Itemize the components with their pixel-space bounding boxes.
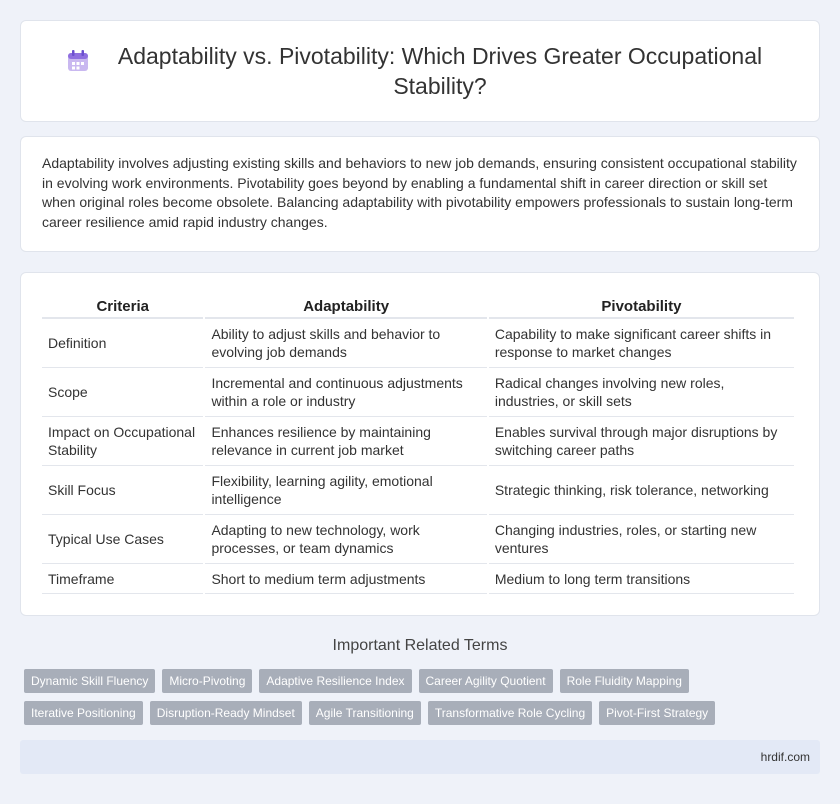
table-cell: Flexibility, learning agility, emotional intelligence: [205, 466, 486, 515]
table-cell: Definition: [42, 319, 203, 368]
table-cell: Skill Focus: [42, 466, 203, 515]
table-cell: Short to medium term adjustments: [205, 564, 486, 594]
footer: [20, 740, 820, 774]
table-cell: Ability to adjust skills and behavior to evolving job demands: [205, 319, 486, 368]
table-cell: Incremental and continuous adjustments within a role or industry: [205, 368, 486, 417]
related-terms: [24, 669, 824, 733]
term-tag[interactable]: Dynamic Skill Fluency: [24, 669, 155, 693]
term-tag[interactable]: Adaptive Resilience Index: [259, 669, 411, 693]
table-row: [42, 564, 794, 594]
page-title: Adaptability vs. Pivotability: Which Drives Greater Occupational Stability?: [117, 43, 763, 99]
term-tag[interactable]: Micro-Pivoting: [162, 669, 252, 693]
table-cell: Scope: [42, 368, 203, 417]
table-cell: Impact on Occupational Stability: [42, 417, 203, 466]
table-cell: Changing industries, roles, or starting new ventures: [489, 515, 794, 564]
header-pivotability: Pivotability: [489, 295, 794, 319]
table-row: [42, 368, 794, 417]
term-tag[interactable]: Transformative Role Cycling: [428, 701, 592, 725]
header-adaptability: Adaptability: [205, 295, 486, 319]
table-cell: Medium to long term transitions: [489, 564, 794, 594]
related-terms-row: [24, 701, 824, 725]
table-row: [42, 319, 794, 368]
intro-text: Adaptability involves adjusting existing skills and behaviors to new job demands, ensuring consistent occupational stability in evolving work environments. Pivotability goes beyond by enabling a fundamental shift in career direction or skill set when original roles become obsolete. Balancing adaptability with pivotability empowers professionals to sustain long-term career resilience amid rapid industry changes.: [42, 155, 797, 230]
related-terms-row: [24, 669, 824, 693]
table-row: [42, 466, 794, 515]
table-cell: Timeframe: [42, 564, 203, 594]
table-row: [42, 417, 794, 466]
term-tag[interactable]: Disruption-Ready Mindset: [150, 701, 302, 725]
term-tag[interactable]: Career Agility Quotient: [419, 669, 553, 693]
header-criteria: Criteria: [42, 295, 203, 319]
footer-site[interactable]: hrdif.com: [760, 750, 810, 764]
header-card: [20, 20, 820, 122]
table-row: [42, 515, 794, 564]
table-cell: Capability to make significant career shifts in response to market changes: [489, 319, 794, 368]
related-terms-title: Important Related Terms: [332, 637, 508, 654]
table-cell: Radical changes involving new roles, industries, or skill sets: [489, 368, 794, 417]
table-cell: Enhances resilience by maintaining relevance in current job market: [205, 417, 486, 466]
table-cell: Adapting to new technology, work processes, or team dynamics: [205, 515, 486, 564]
intro-card: [20, 136, 820, 252]
term-tag[interactable]: Role Fluidity Mapping: [560, 669, 689, 693]
table-cell: Typical Use Cases: [42, 515, 203, 564]
term-tag[interactable]: Pivot-First Strategy: [599, 701, 715, 725]
term-tag[interactable]: Agile Transitioning: [309, 701, 421, 725]
table-cell: Strategic thinking, risk tolerance, networking: [489, 466, 794, 515]
table-cell: Enables survival through major disruptions by switching career paths: [489, 417, 794, 466]
comparison-table-card: [20, 272, 820, 616]
comparison-table: [40, 295, 796, 594]
table-header-row: [42, 295, 794, 319]
term-tag[interactable]: Iterative Positioning: [24, 701, 143, 725]
